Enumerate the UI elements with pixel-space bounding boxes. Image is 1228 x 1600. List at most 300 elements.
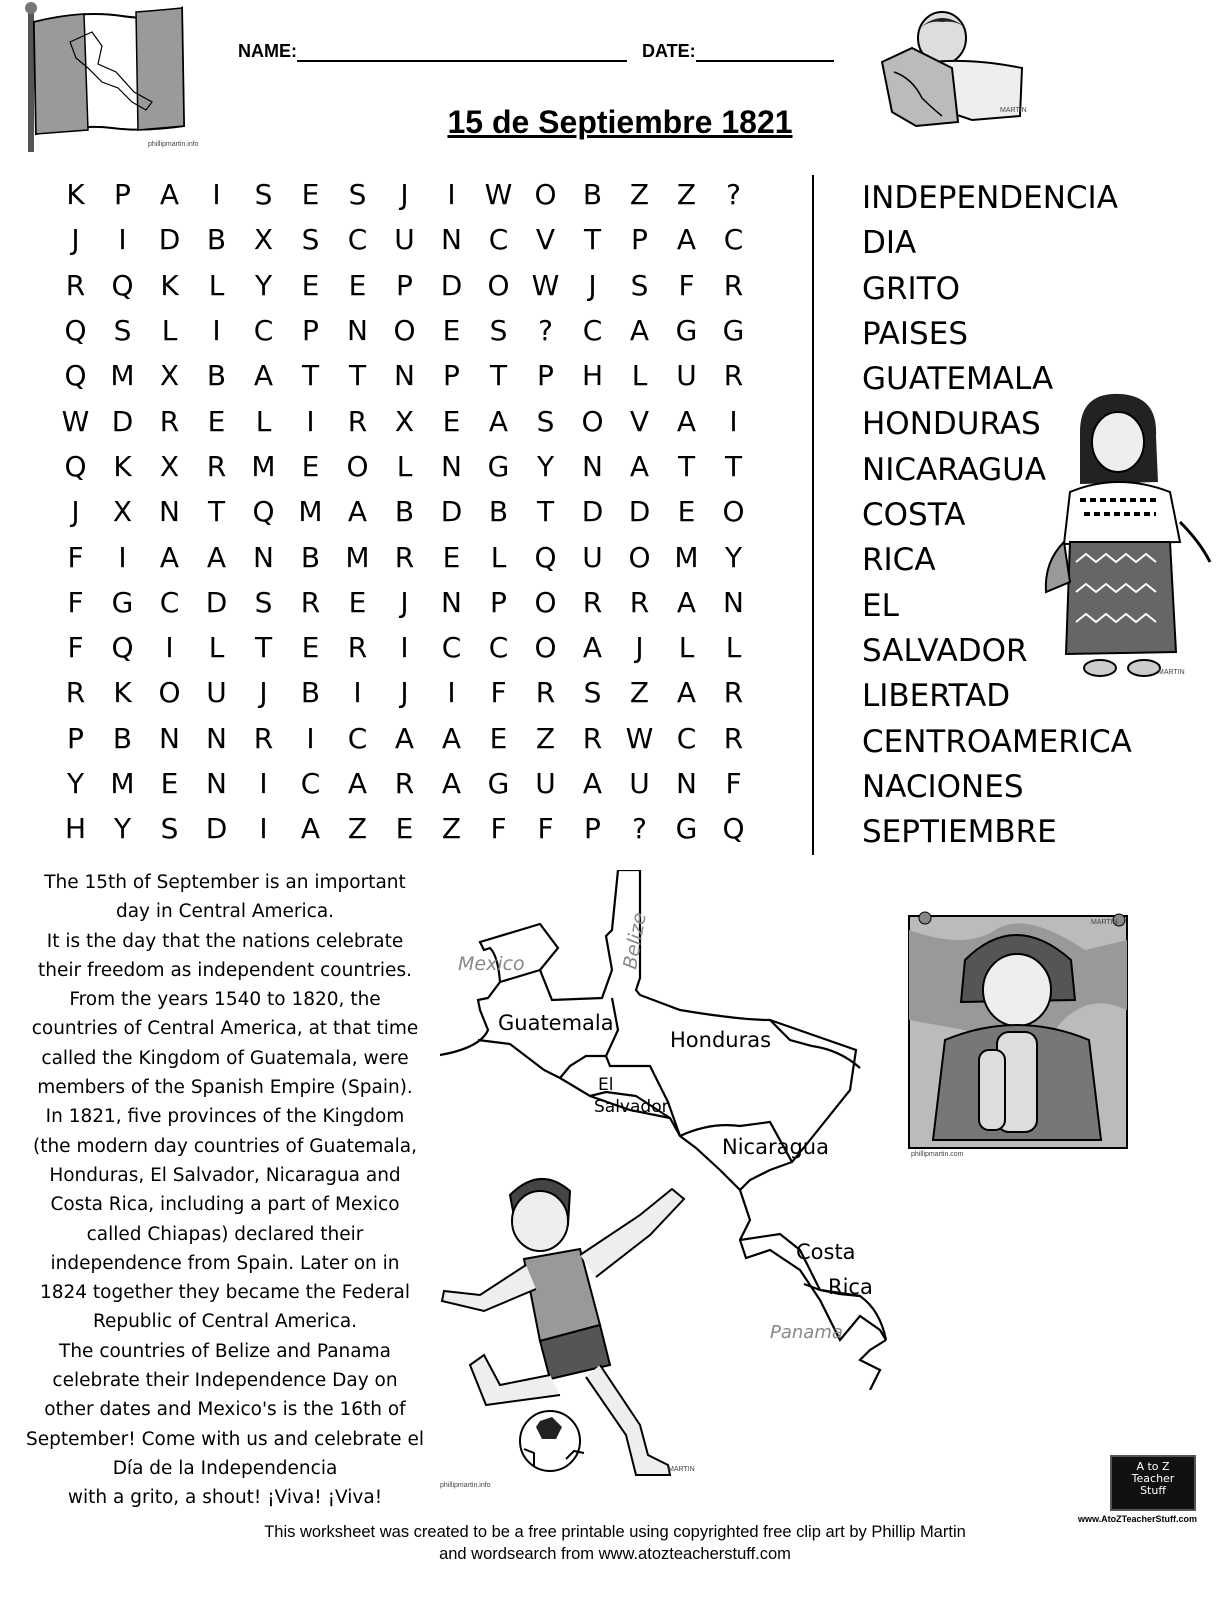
grid-row <box>52 353 757 398</box>
grid-letter[interactable]: Y <box>724 540 743 574</box>
grid-letter[interactable]: A <box>347 495 368 529</box>
grid-letter[interactable]: U <box>582 540 603 574</box>
grid-letter[interactable]: M <box>674 540 699 574</box>
grid-letter[interactable]: N <box>206 721 227 755</box>
grid-row <box>52 444 757 489</box>
grid-letter[interactable]: A <box>159 178 180 212</box>
grid-letter[interactable]: R <box>206 449 227 483</box>
grid-letter[interactable]: W <box>531 268 560 302</box>
grid-letter[interactable]: O <box>581 404 604 438</box>
grid-letter[interactable]: E <box>301 178 320 212</box>
name-label: NAME: <box>238 41 297 61</box>
grid-letter[interactable]: L <box>208 268 225 302</box>
grid-letter[interactable]: A <box>676 223 697 257</box>
grid-letter[interactable]: A <box>159 540 180 574</box>
grid-letter[interactable]: Q <box>534 540 557 574</box>
grid-letter[interactable]: Z <box>441 812 462 846</box>
grid-letter[interactable]: B <box>112 721 133 755</box>
grid-letter[interactable]: D <box>205 812 228 846</box>
story-line: Día de la Independencia <box>112 1457 338 1479</box>
grid-letter[interactable]: U <box>206 676 227 710</box>
grid-letter[interactable]: F <box>490 676 507 710</box>
grid-letter[interactable]: Q <box>64 449 87 483</box>
grid-letter[interactable]: T <box>489 359 508 393</box>
grid-letter[interactable]: D <box>581 495 604 529</box>
grid-letter[interactable]: A <box>676 404 697 438</box>
grid-letter[interactable]: J <box>635 631 644 665</box>
date-line[interactable] <box>696 40 834 62</box>
word-list-item: RICA <box>862 542 936 579</box>
grid-letter[interactable]: K <box>113 676 132 710</box>
letter-grid-table <box>52 172 757 851</box>
map-label-el: El <box>598 1075 614 1095</box>
grid-letter[interactable]: Y <box>66 767 85 800</box>
grid-row <box>52 489 757 534</box>
grid-row <box>52 716 757 761</box>
word-list-item: CENTROAMERICA <box>862 723 1132 760</box>
grid-letter[interactable]: C <box>488 223 509 257</box>
grid-letter[interactable]: C <box>347 721 368 755</box>
grid-letter[interactable]: X <box>112 495 133 529</box>
grid-letter[interactable]: X <box>159 449 180 483</box>
grid-row <box>52 625 757 670</box>
grid-letter[interactable]: I <box>447 676 456 710</box>
story-paragraph <box>10 868 440 1513</box>
word-list-item: INDEPENDENCIA <box>862 180 1118 216</box>
grid-letter[interactable]: B <box>300 676 321 710</box>
grid-letter[interactable]: A <box>629 449 650 483</box>
date-label: DATE: <box>642 41 696 61</box>
grid-letter[interactable]: X <box>159 359 180 393</box>
grid-letter[interactable]: E <box>348 585 367 619</box>
grid-letter[interactable]: Q <box>64 359 87 393</box>
grid-row <box>52 398 757 443</box>
word-list-item: DIA <box>862 225 917 262</box>
name-date-fields <box>238 40 834 62</box>
grid-letter[interactable]: C <box>676 721 697 755</box>
grid-letter[interactable]: P <box>584 812 601 846</box>
grid-letter[interactable]: J <box>588 268 597 302</box>
atoz-teacher-stuff-logo <box>1110 1455 1196 1511</box>
grid-letter[interactable]: E <box>160 767 179 800</box>
map-label-salvador: Salvador <box>594 1097 669 1117</box>
grid-letter[interactable]: M <box>110 767 135 800</box>
grid-letter[interactable]: E <box>301 631 320 665</box>
map-label-mexico: Mexico <box>458 953 525 975</box>
grid-letter[interactable]: F <box>67 540 84 574</box>
grid-row <box>52 308 757 353</box>
grid-letter[interactable]: O <box>534 585 557 619</box>
grid-letter[interactable]: Z <box>535 721 556 755</box>
name-line[interactable] <box>297 40 627 62</box>
grid-letter[interactable]: B <box>488 495 509 529</box>
logo-line-1: A to Z <box>1136 1460 1170 1473</box>
girl-holding-scrolls-image <box>905 910 1133 1158</box>
grid-letter[interactable]: Y <box>536 449 555 483</box>
grid-letter[interactable]: R <box>347 404 368 438</box>
grid-letter[interactable]: T <box>301 359 320 393</box>
grid-letter[interactable]: A <box>300 812 321 846</box>
grid-letter[interactable]: P <box>396 268 413 302</box>
grid-letter[interactable]: E <box>395 812 414 846</box>
grid-letter[interactable]: O <box>628 540 651 574</box>
grid-letter[interactable]: C <box>347 223 368 257</box>
grid-letter[interactable]: O <box>158 676 181 710</box>
grid-letter[interactable]: N <box>347 314 368 348</box>
story-line: day in Central America. <box>115 901 335 923</box>
grid-letter[interactable]: S <box>489 314 508 348</box>
grid-letter[interactable]: S <box>113 314 132 348</box>
grid-letter[interactable]: R <box>253 721 274 755</box>
grid-letter[interactable]: M <box>251 449 276 483</box>
grid-letter[interactable]: V <box>535 223 556 257</box>
grid-letter[interactable]: M <box>345 540 370 574</box>
grid-letter[interactable]: S <box>301 223 320 257</box>
grid-letter[interactable]: W <box>625 721 654 755</box>
grid-letter[interactable]: J <box>71 495 80 529</box>
grid-letter[interactable]: C <box>582 314 603 348</box>
grid-letter[interactable]: Y <box>113 812 132 846</box>
grid-letter[interactable]: B <box>206 223 227 257</box>
grid-letter[interactable]: R <box>723 676 744 710</box>
boy-with-map-image <box>872 8 1052 130</box>
grid-letter[interactable]: R <box>629 585 650 619</box>
grid-letter[interactable]: E <box>489 721 508 755</box>
grid-letter[interactable]: A <box>441 767 462 800</box>
grid-letter[interactable]: A <box>394 721 415 755</box>
grid-letter[interactable]: T <box>677 449 696 483</box>
grid-letter[interactable]: B <box>300 540 321 574</box>
grid-letter[interactable]: S <box>348 178 367 212</box>
grid-letter[interactable]: S <box>630 268 649 302</box>
grid-letter[interactable]: C <box>253 314 274 348</box>
grid-letter[interactable]: A <box>488 404 509 438</box>
grid-letter[interactable]: L <box>396 449 413 483</box>
grid-letter[interactable]: Q <box>252 495 275 529</box>
grid-letter[interactable]: I <box>400 631 409 665</box>
grid-letter[interactable]: I <box>212 178 221 212</box>
word-list-item: SEPTIEMBRE <box>862 814 1057 851</box>
story-line: Honduras, El Salvador, Nicaragua and <box>49 1164 401 1186</box>
grid-letter[interactable]: P <box>443 359 460 393</box>
grid-letter[interactable]: A <box>582 767 603 800</box>
word-list-item: GUATEMALA <box>862 361 1054 398</box>
grid-letter[interactable]: X <box>394 404 415 438</box>
grid-letter[interactable]: G <box>111 585 134 619</box>
grid-letter[interactable]: Y <box>254 268 273 302</box>
grid-letter[interactable]: D <box>205 585 228 619</box>
grid-letter[interactable]: G <box>487 449 510 483</box>
grid-letter[interactable]: L <box>631 359 648 393</box>
grid-letter[interactable]: C <box>488 631 509 665</box>
grid-letter[interactable]: P <box>490 585 507 619</box>
story-line: Republic of Central America. <box>92 1311 358 1333</box>
grid-letter[interactable]: L <box>161 314 178 348</box>
grid-letter[interactable]: F <box>67 631 84 665</box>
grid-letter[interactable]: N <box>394 359 415 393</box>
grid-letter[interactable]: T <box>207 495 226 529</box>
grid-letter[interactable]: D <box>440 495 463 529</box>
word-list-item: GRITO <box>862 270 961 307</box>
logo-url: www.AtoZTeacherStuff.com <box>1078 1514 1198 1524</box>
grid-letter[interactable]: U <box>676 359 697 393</box>
grid-letter[interactable]: J <box>400 178 409 212</box>
grid-letter[interactable]: N <box>159 495 180 529</box>
grid-letter[interactable]: B <box>206 359 227 393</box>
grid-letter[interactable]: S <box>254 585 273 619</box>
grid-letter[interactable]: E <box>207 404 226 438</box>
grid-letter[interactable]: ? <box>632 812 647 846</box>
grid-letter[interactable]: A <box>629 314 650 348</box>
grid-letter[interactable]: Q <box>111 268 134 302</box>
grid-letter[interactable]: R <box>65 268 86 302</box>
grid-letter[interactable]: I <box>306 404 315 438</box>
grid-letter[interactable]: L <box>725 631 742 665</box>
grid-letter[interactable]: D <box>440 268 463 302</box>
grid-letter[interactable]: L <box>255 404 272 438</box>
grid-letter[interactable]: E <box>348 268 367 302</box>
grid-letter[interactable]: R <box>300 585 321 619</box>
grid-row <box>52 761 757 806</box>
logo-line-2: Teacher <box>1131 1472 1175 1485</box>
grid-letter[interactable]: Z <box>629 178 650 212</box>
grid-letter[interactable]: R <box>394 540 415 574</box>
grid-letter[interactable]: U <box>629 767 650 800</box>
grid-letter[interactable]: O <box>346 449 369 483</box>
grid-letter[interactable]: A <box>582 631 603 665</box>
grid-letter[interactable]: C <box>300 767 321 800</box>
grid-letter[interactable]: I <box>447 178 456 212</box>
story-line: Costa Rica, including a part of Mexico <box>50 1194 400 1216</box>
grid-letter[interactable]: T <box>254 631 273 665</box>
word-list-item: NICARAGUA <box>862 451 1047 488</box>
grid-letter[interactable]: J <box>400 585 409 619</box>
grid-letter[interactable]: I <box>259 812 268 846</box>
word-list-item: COSTA <box>862 497 966 534</box>
story-line: The countries of Belize and Panama <box>59 1340 391 1362</box>
grid-letter[interactable]: N <box>676 767 697 800</box>
grid-letter[interactable]: I <box>165 631 174 665</box>
grid-letter[interactable]: N <box>206 767 227 800</box>
grid-letter[interactable]: N <box>723 585 744 619</box>
grid-letter[interactable]: F <box>537 812 554 846</box>
grid-letter[interactable]: I <box>259 767 268 800</box>
story-line: The 15th of September is an important <box>44 872 406 893</box>
grid-row <box>52 806 757 851</box>
grid-letter[interactable]: L <box>490 540 507 574</box>
story-line: called Chiapas) declared their <box>86 1223 364 1245</box>
story-line: 1824 together they became the Federal <box>39 1282 411 1304</box>
grid-letter[interactable]: Z <box>629 676 650 710</box>
grid-letter[interactable]: A <box>676 585 697 619</box>
grid-letter[interactable]: P <box>302 314 319 348</box>
grid-letter[interactable]: J <box>71 223 80 257</box>
grid-letter[interactable]: D <box>111 404 134 438</box>
grid-letter[interactable]: B <box>582 178 603 212</box>
grid-letter[interactable]: R <box>723 268 744 302</box>
grid-letter[interactable]: K <box>66 178 85 212</box>
map-label-honduras: Honduras <box>670 1028 772 1052</box>
grid-letter[interactable]: E <box>442 314 461 348</box>
story-line: From the years 1540 to 1820, the <box>69 989 381 1011</box>
grid-letter[interactable]: H <box>64 812 87 846</box>
grid-letter[interactable]: A <box>253 359 274 393</box>
grid-letter[interactable]: N <box>441 223 462 257</box>
grid-letter[interactable]: R <box>723 359 744 393</box>
map-label-panama: Panama <box>770 1322 843 1343</box>
grid-letter[interactable]: A <box>206 540 227 574</box>
grid-letter[interactable]: R <box>159 404 180 438</box>
grid-letter[interactable]: C <box>159 585 180 619</box>
logo-line-3: Stuff <box>1140 1484 1166 1497</box>
grid-letter[interactable]: F <box>725 767 742 800</box>
story-line: September! Come with us and celebrate el <box>26 1428 424 1450</box>
grid-letter[interactable]: B <box>394 495 415 529</box>
word-list-item: HONDURAS <box>862 406 1041 443</box>
grid-letter[interactable]: I <box>212 314 221 348</box>
grid-letter[interactable]: G <box>722 314 745 348</box>
grid-letter[interactable]: T <box>724 449 743 483</box>
grid-letter[interactable]: R <box>582 721 603 755</box>
grid-letter[interactable]: I <box>118 540 127 574</box>
grid-letter[interactable]: T <box>536 495 555 529</box>
grid-letter[interactable]: S <box>160 812 179 846</box>
footer-credit <box>150 1521 1080 1565</box>
word-list-item: LIBERTAD <box>862 678 1011 715</box>
grid-letter[interactable]: W <box>484 178 513 212</box>
teacher-credit: phillipmartin.com <box>911 1151 964 1158</box>
grid-letter[interactable]: ? <box>726 178 741 212</box>
map-label-nicaragua: Nicaragua <box>722 1135 829 1159</box>
grid-letter[interactable]: P <box>537 359 554 393</box>
grid-letter[interactable]: E <box>442 404 461 438</box>
boy-map-credit: MARTIN <box>1000 107 1027 114</box>
grid-letter[interactable]: S <box>536 404 555 438</box>
soccer-martin-credit: MARTIN <box>668 1466 695 1473</box>
grid-letter[interactable]: S <box>254 178 273 212</box>
grid-letter[interactable]: G <box>487 767 510 800</box>
grid-letter[interactable]: R <box>347 631 368 665</box>
grid-letter[interactable]: O <box>393 314 416 348</box>
story-line: It is the day that the nations celebrate <box>46 930 404 952</box>
grid-letter[interactable]: P <box>67 721 84 755</box>
grid-letter[interactable]: R <box>582 585 603 619</box>
grid-letter[interactable]: Q <box>722 812 745 846</box>
word-search-grid <box>52 172 782 860</box>
grid-letter[interactable]: N <box>253 540 274 574</box>
grid-letter[interactable]: F <box>67 585 84 619</box>
grid-row <box>52 217 757 262</box>
grid-letter[interactable]: N <box>441 449 462 483</box>
grid-letter[interactable]: U <box>394 223 415 257</box>
grid-letter[interactable]: S <box>583 676 602 710</box>
grid-letter[interactable]: I <box>353 676 362 710</box>
grid-letter[interactable]: ? <box>538 314 553 348</box>
grid-letter[interactable]: R <box>65 676 86 710</box>
grid-letter[interactable]: T <box>348 359 367 393</box>
footer-line-2: and wordsearch from www.atozteacherstuff.com <box>439 1545 791 1563</box>
grid-letter[interactable]: F <box>490 812 507 846</box>
grid-letter[interactable]: N <box>441 585 462 619</box>
grid-letter[interactable]: E <box>301 268 320 302</box>
grid-letter[interactable]: M <box>298 495 323 529</box>
grid-letter[interactable]: T <box>583 223 602 257</box>
grid-letter[interactable]: F <box>678 268 695 302</box>
grid-letter[interactable]: O <box>722 495 745 529</box>
grid-letter[interactable]: O <box>534 178 557 212</box>
grid-row <box>52 172 757 217</box>
grid-letter[interactable]: U <box>535 767 556 800</box>
grid-letter[interactable]: O <box>487 268 510 302</box>
girl-credit: MARTIN <box>1158 669 1185 676</box>
grid-letter[interactable]: R <box>394 767 415 800</box>
grid-letter[interactable]: D <box>158 223 181 257</box>
grid-letter[interactable]: V <box>629 404 650 438</box>
grid-letter[interactable]: M <box>110 359 135 393</box>
story-line: In 1821, five provinces of the Kingdom <box>45 1106 405 1128</box>
grid-letter[interactable]: W <box>61 404 90 438</box>
grid-letter[interactable]: P <box>114 178 131 212</box>
grid-letter[interactable]: L <box>208 631 225 665</box>
grid-letter[interactable]: K <box>160 268 179 302</box>
grid-letter[interactable]: A <box>441 721 462 755</box>
map-label-rica: Rica <box>828 1275 873 1299</box>
grid-letter[interactable]: I <box>729 404 738 438</box>
grid-letter[interactable]: L <box>678 631 695 665</box>
grid-letter[interactable]: D <box>628 495 651 529</box>
grid-letter[interactable]: A <box>347 767 368 800</box>
map-label-belize: Belize <box>619 910 651 971</box>
grid-letter[interactable]: G <box>675 812 698 846</box>
grid-letter[interactable]: Q <box>64 314 87 348</box>
grid-letter[interactable]: J <box>400 676 409 710</box>
grid-letter[interactable]: R <box>723 721 744 755</box>
grid-letter[interactable]: I <box>118 223 127 257</box>
grid-divider <box>812 175 814 855</box>
grid-letter[interactable]: I <box>306 721 315 755</box>
grid-letter[interactable]: E <box>301 449 320 483</box>
grid-letter[interactable]: O <box>534 631 557 665</box>
word-list-item: PAISES <box>862 315 969 352</box>
word-list-item: NACIONES <box>862 768 1024 805</box>
boy-playing-soccer-image <box>440 1165 720 1495</box>
grid-letter[interactable]: K <box>113 449 132 483</box>
story-line: members of the Spanish Empire (Spain). <box>37 1077 413 1099</box>
grid-letter[interactable]: Z <box>676 178 697 212</box>
flag-credit: phillipmartin.info <box>148 141 199 148</box>
grid-letter[interactable]: N <box>582 449 603 483</box>
grid-letter[interactable]: X <box>253 223 274 257</box>
grid-letter[interactable]: G <box>675 314 698 348</box>
grid-letter[interactable]: R <box>535 676 556 710</box>
grid-letter[interactable]: Q <box>111 631 134 665</box>
soccer-credit: phillipmartin.info <box>440 1482 491 1489</box>
grid-letter[interactable]: A <box>676 676 697 710</box>
grid-letter[interactable]: Z <box>347 812 368 846</box>
grid-letter[interactable]: E <box>677 495 696 529</box>
grid-letter[interactable]: N <box>159 721 180 755</box>
grid-letter[interactable]: C <box>723 223 744 257</box>
story-line: independence from Spain. Later on in <box>50 1252 400 1274</box>
story-line: countries of Central America, at that time <box>31 1018 419 1040</box>
grid-letter[interactable]: P <box>631 223 648 257</box>
page-title: 15 de Septiembre 1821 <box>447 104 793 140</box>
grid-letter[interactable]: E <box>442 540 461 574</box>
grid-letter[interactable]: C <box>441 631 462 665</box>
story-line: other dates and Mexico's is the 16th of <box>44 1399 406 1421</box>
grid-letter[interactable]: H <box>581 359 604 393</box>
grid-letter[interactable]: J <box>259 676 268 710</box>
